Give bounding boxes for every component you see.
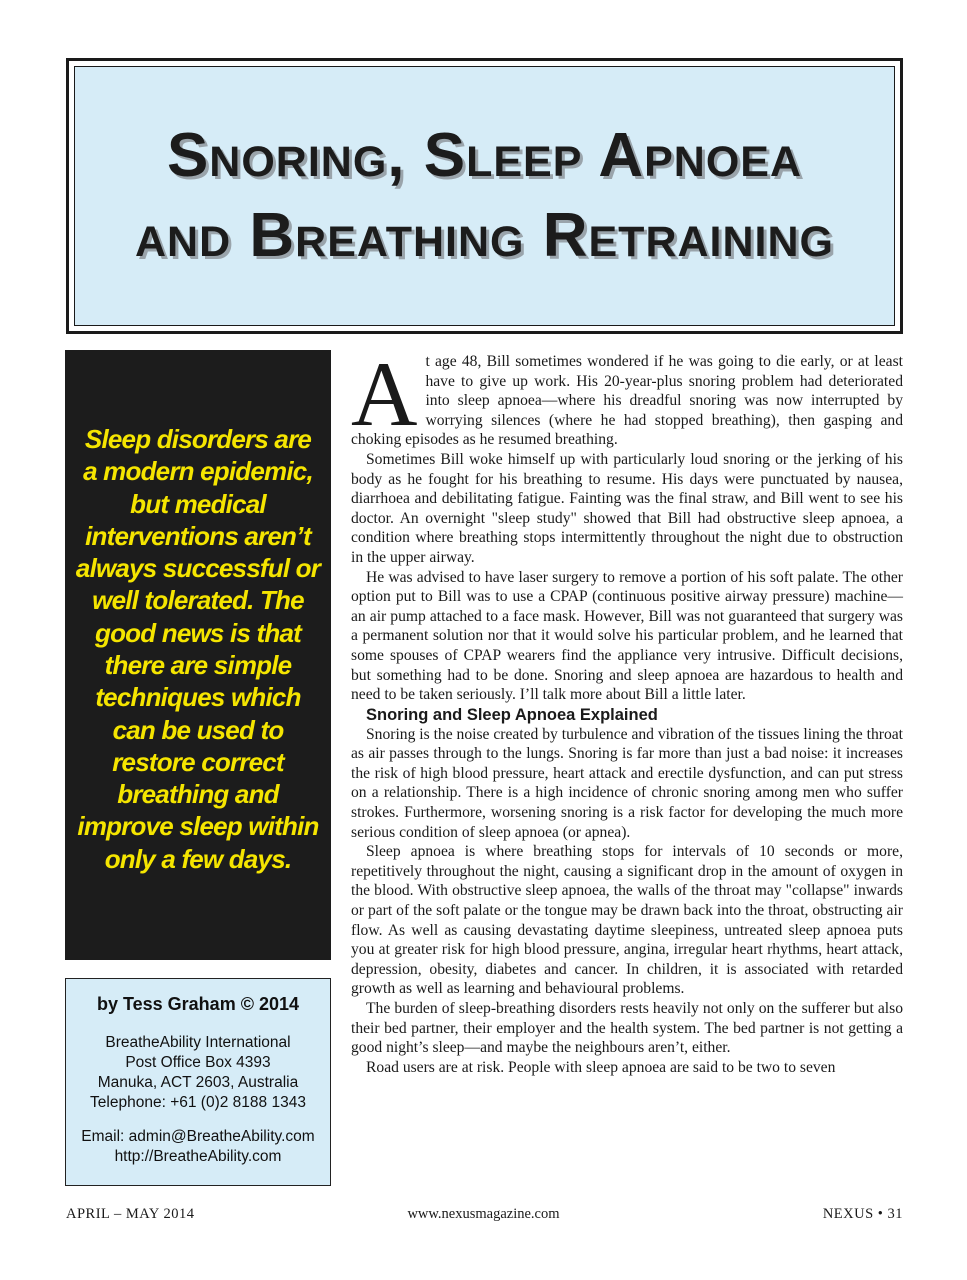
email-address: Email: admin@BreatheAbility.com — [81, 1128, 315, 1145]
author-byline: by Tess Graham © 2014 — [96, 994, 300, 1014]
title-panel — [74, 66, 895, 326]
footer-issue-date: APRIL – MAY 2014 — [66, 1206, 195, 1222]
section-heading: Snoring and Sleep Apnoea Explained — [366, 705, 658, 724]
paragraph-5: Sleep apnoea is where breathing stops for intervals of 10 seconds or more, repetitively throughout the night, causing a significant drop in the amount of oxygen in the blood. With obstructive sleep apnoea, the walls of the throat may "collapse" inwards or part of the soft palate or the tongue may be drawn back into the throat, obstructing air flow. As well as causing devastating daytime sleepiness, untreated sleep apnoea puts you at greater risk for high blood pressure, angina, irregular heart rhythms, heart attack, depression, obesity, diabetes and cancer. In children, it is associated with retarded growth as well as learning and behavioural problems. — [351, 843, 903, 998]
author-address — [66, 1033, 330, 1113]
address-line-2: Manuka, ACT 2603, Australia — [97, 1074, 299, 1091]
title-line-1: Snoring, Sleep Apnoea — [166, 121, 803, 190]
author-contact — [66, 1127, 330, 1167]
author-info-box — [65, 978, 331, 1186]
paragraph-4: Snoring is the noise created by turbulence and vibration of the tissues lining the throat as air passes through to the lungs. Snoring is far more than just a bad noise: it increases the risk of high blood pressure, heart attack and erectile dysfunction, and can put stress on a relationship. There is a high incidence of chronic snoring among men who suffer strokes. Furthermore, worsening snoring is a risk factor for developing the much more serious condition of sleep apnoea (or apnea). — [351, 725, 903, 841]
telephone: Telephone: +61 (0)2 8188 1343 — [90, 1094, 306, 1111]
drop-cap: A — [351, 343, 418, 445]
pull-quote-text: Sleep disorders are a modern epidemic, but medical interventions aren’t always successful or well tolerated. The good news is that there are simple techniques which can be used to restore correct breathing and improve sleep within only a few days. — [75, 423, 321, 874]
footer-website: www.nexusmagazine.com — [407, 1206, 560, 1222]
paragraph-7: Road users are at risk. People with sleep apnoea are said to be two to seven — [366, 1058, 836, 1076]
footer-page-number: NEXUS • 31 — [822, 1206, 903, 1222]
article-body — [351, 343, 903, 1077]
organization-name: BreatheAbility International — [105, 1034, 291, 1051]
website-link[interactable]: http://BreatheAbility.com — [114, 1148, 282, 1165]
paragraph-6: The burden of sleep-breathing disorders rests heavily not only on the sufferer but also their bed partner, their employer and the health system. The bed partner is not getting a good night’s sleep—and maybe the neighbours aren’t, either. — [351, 1000, 903, 1057]
paragraph-1 — [351, 343, 903, 450]
title-box — [66, 58, 903, 334]
pull-quote-box — [65, 350, 331, 960]
paragraph-2: Sometimes Bill woke himself up with particularly loud snoring or the jerking of his body as he fought for his breathing to resume. His days were punctuated by nausea, diarrhoea and debilitating fatigue. Fainting was the final straw, and Bill went to see his doctor. An overnight "sleep study" showed that Bill had obstructive sleep apnoea, a condition where breathing stops intermittently throughout the night due to obstruction in the upper airway. — [351, 450, 903, 566]
address-line-1: Post Office Box 4393 — [125, 1054, 271, 1071]
paragraph-1-text: t age 48, Bill sometimes wondered if he was going to die early, or at least have to give up work. His 20-year-plus snoring problem had deteriorated into sleep apnoea—where his dreadful snoring was now interrupted by worrying silences (where he had stopped breathing), then gasping and choking episodes as he resumed breathing. — [351, 353, 903, 449]
paragraph-3: He was advised to have laser surgery to remove a portion of his soft palate. The other option put to Bill was to use a CPAP (continuous positive airway pressure) machine—an air pump attached to a face mask. However, Bill was not guaranteed that surgery was a permanent solution nor that it would solve his particular problem, and he learned that some spouses of CPAP wearers find the appliance very intrusive. Difficult decisions, but something had to be done. Snoring and sleep apnoea are hazardous to health and need to be taken seriously. I’ll talk more about Bill a little later. — [351, 568, 903, 704]
title-line-2: and Breathing Retraining — [134, 201, 835, 270]
